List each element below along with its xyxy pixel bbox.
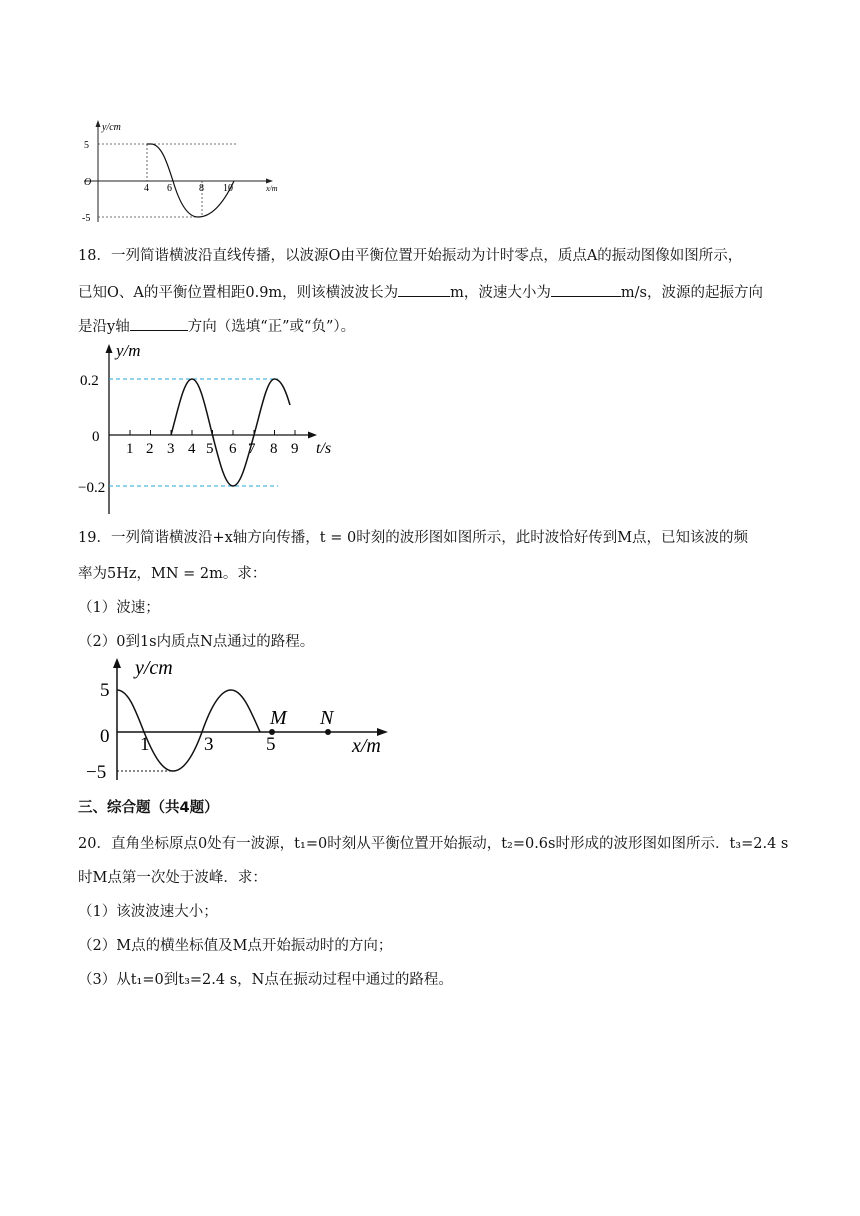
q18-blank-direction[interactable] [130,316,188,331]
q18-line1: 18．一列简谐横波沿直线传播，以波源O由平衡位置开始振动为计时零点，质点A的振动图像如图所示， [78,248,743,264]
q20-line1: 20．直角坐标原点0处有一波源，t₁=0时刻从平衡位置开始振动，t₂=0.6s时形成的波形图如图所示．t₃=2.4 s [78,836,789,852]
fig18-y-tick-0-2: 0.2 [80,373,99,389]
q20-sub1: （1）该波波速大小； [78,904,218,920]
figure-17-wave-graph [78,118,298,228]
fig17-x-label: x/m [266,184,278,193]
fig19-label-M: M [270,707,287,729]
fig19-y-tick-neg5: −5 [86,762,107,783]
fig19-point-N [325,729,331,735]
fig18-y-tick-0: 0 [92,429,100,445]
q18-blank-wavelength[interactable] [398,282,450,297]
q18-line2-b: m，波速大小为 [450,285,551,301]
q18-line3-b: 方向（选填“正”或“负”）。 [187,319,356,335]
q18-line2-a: 已知O、A的平衡位置相距0.9m，则该横波波长为 [78,285,399,301]
q20-sub2: （2）M点的横坐标值及M点开始振动时的方向； [78,938,393,954]
fig17-x-tick-4: 4 [144,183,149,194]
fig18-x-tick-5: 5 [206,441,214,457]
fig19-x-label: x/m [352,735,381,757]
figure-19-waveform [78,654,398,784]
fig17-y-tick-5: 5 [84,140,89,151]
fig17-x-tick-10: 10 [223,183,233,194]
fig19-y-label: y/cm [135,657,173,679]
fig18-x-label: t/s [316,440,332,457]
q18-line3-a: 是沿y轴 [78,319,130,335]
fig17-x-tick-6: 6 [167,183,172,194]
fig19-x-tick-3: 3 [204,734,214,755]
q20-sub3: （3）从t₁=0到t₃=2.4 s，N点在振动过程中通过的路程。 [78,972,453,988]
fig18-x-tick-3: 3 [167,441,175,457]
q18-line2-c: m/s，波源的起振方向 [620,285,763,301]
fig18-x-tick-8: 8 [270,441,278,457]
section-3-title: 三、综合题（共4题） [78,800,219,816]
q19-line1: 19．一列简谐横波沿+x轴方向传播，t = 0时刻的波形图如图所示，此时波恰好传到M点，已知该波的频 [78,530,749,546]
q19-line2: 率为5Hz，MN = 2m。求： [78,566,267,582]
fig19-label-N: N [320,707,334,729]
figure-18-vibration-graph [78,340,348,518]
fig18-x-tick-4: 4 [188,441,196,457]
fig17-x-tick-8: 8 [199,183,204,194]
fig18-x-tick-7: 7 [248,441,256,457]
q20-line2: 时M点第一次处于波峰．求： [78,870,267,886]
fig18-x-tick-1: 1 [126,441,134,457]
fig19-y-tick-0: 0 [100,726,110,747]
fig18-x-tick-9: 9 [291,441,299,457]
fig18-x-tick-6: 6 [229,441,237,457]
fig17-y-tick-neg5: -5 [82,213,91,224]
fig17-y-label: y/cm [102,122,121,133]
fig18-y-tick-neg-0-2: −0.2 [78,480,106,496]
fig19-x-tick-5: 5 [266,734,276,755]
q18-line3 [78,316,355,337]
fig19-y-tick-5: 5 [100,680,110,701]
q19-sub2: （2）0到1s内质点N点通过的路程。 [78,634,315,650]
fig19-wave-curve [117,690,260,771]
fig19-x-tick-1: 1 [140,734,150,755]
fig18-x-tick-2: 2 [146,441,154,457]
q19-sub1: （1）波速； [78,600,160,616]
q18-line2 [78,282,763,303]
fig18-y-label: y/m [116,341,141,360]
q18-blank-speed[interactable] [551,282,621,297]
fig18-vibration-curve [171,379,290,486]
fig17-origin: O [84,177,92,188]
